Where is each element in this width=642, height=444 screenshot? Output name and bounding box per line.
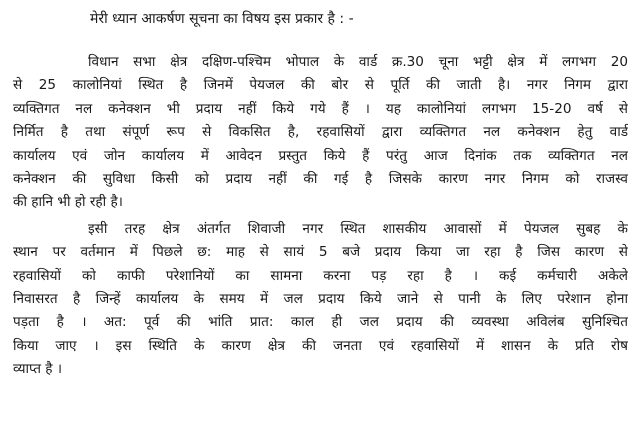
notice-subject-heading: मेरी ध्यान आकर्षण सूचना का विषय इस प्रकार है : -	[90, 11, 354, 27]
paragraph-line: कनेक्शन की सुविधा किसी को प्रदाय नहीं की गई है जिसके कारण नगर निगम को राजस्व	[13, 171, 628, 188]
paragraph-line: निवासरत है जिन्हें कार्यालय के समय में जल प्रदाय किये जाने से पानी के लिए परेशान होना	[13, 291, 628, 308]
paragraph-line: किया जाए । इस स्थिति के कारण क्षेत्र की जनता एवं रहवासियों में शासन के प्रति रोष	[13, 337, 628, 354]
paragraph-line: कार्यालय एवं जोन कार्यालय में आवेदन प्रस्तुत किये हैं परंतु आज दिनांक तक व्यक्तिगत नल	[13, 147, 628, 164]
paragraph-ward-colonies	[13, 51, 628, 215]
paragraph-line: इसी तरह क्षेत्र अंतर्गत शिवाजी नगर स्थित शासकीय आवासों में पेयजल सुबह के	[88, 220, 628, 237]
paragraph-line: व्यक्तिगत नल कनेक्शन भी प्रदाय नहीं किये गये हैं । यह कालोनियां लगभग 15-20 वर्ष से	[13, 100, 628, 117]
paragraph-line: की हानि भी हो रही है।	[13, 194, 123, 211]
paragraph-line: विधान सभा क्षेत्र दक्षिण-पश्चिम भोपाल के वार्ड क्र.30 चूना भट्टी क्षेत्र में लगभग 20	[88, 54, 628, 70]
paragraph-line: से 25 कालोनियां स्थित है जिनमें पेयजल की बोर से पूर्ति की जाती है। नगर निगम द्वारा	[13, 77, 628, 94]
paragraph-shivaji-nagar	[13, 218, 628, 382]
paragraph-line: स्थान पर वर्तमान में पिछले छ: माह से सायं 5 बजे प्रदाय किया जा रहा है जिस कारण से	[13, 244, 628, 261]
paragraph-line: व्याप्त है ।	[13, 361, 63, 378]
paragraph-line: पड़ता है । अत: पूर्व की भांति प्रात: काल ही जल प्रदाय की व्यवस्था अविलंब सुनिश्चित	[13, 314, 628, 331]
paragraph-line: रहवासियों को काफी परेशानियों का सामना करना पड़ रहा है । कई कर्मचारी अकेले	[13, 267, 628, 284]
paragraph-line: निर्मित है तथा संपूर्ण रूप से विकसित है, रहवासियों द्वारा व्यक्तिगत नल कनेक्शन हेतु वार्ड	[13, 124, 628, 141]
